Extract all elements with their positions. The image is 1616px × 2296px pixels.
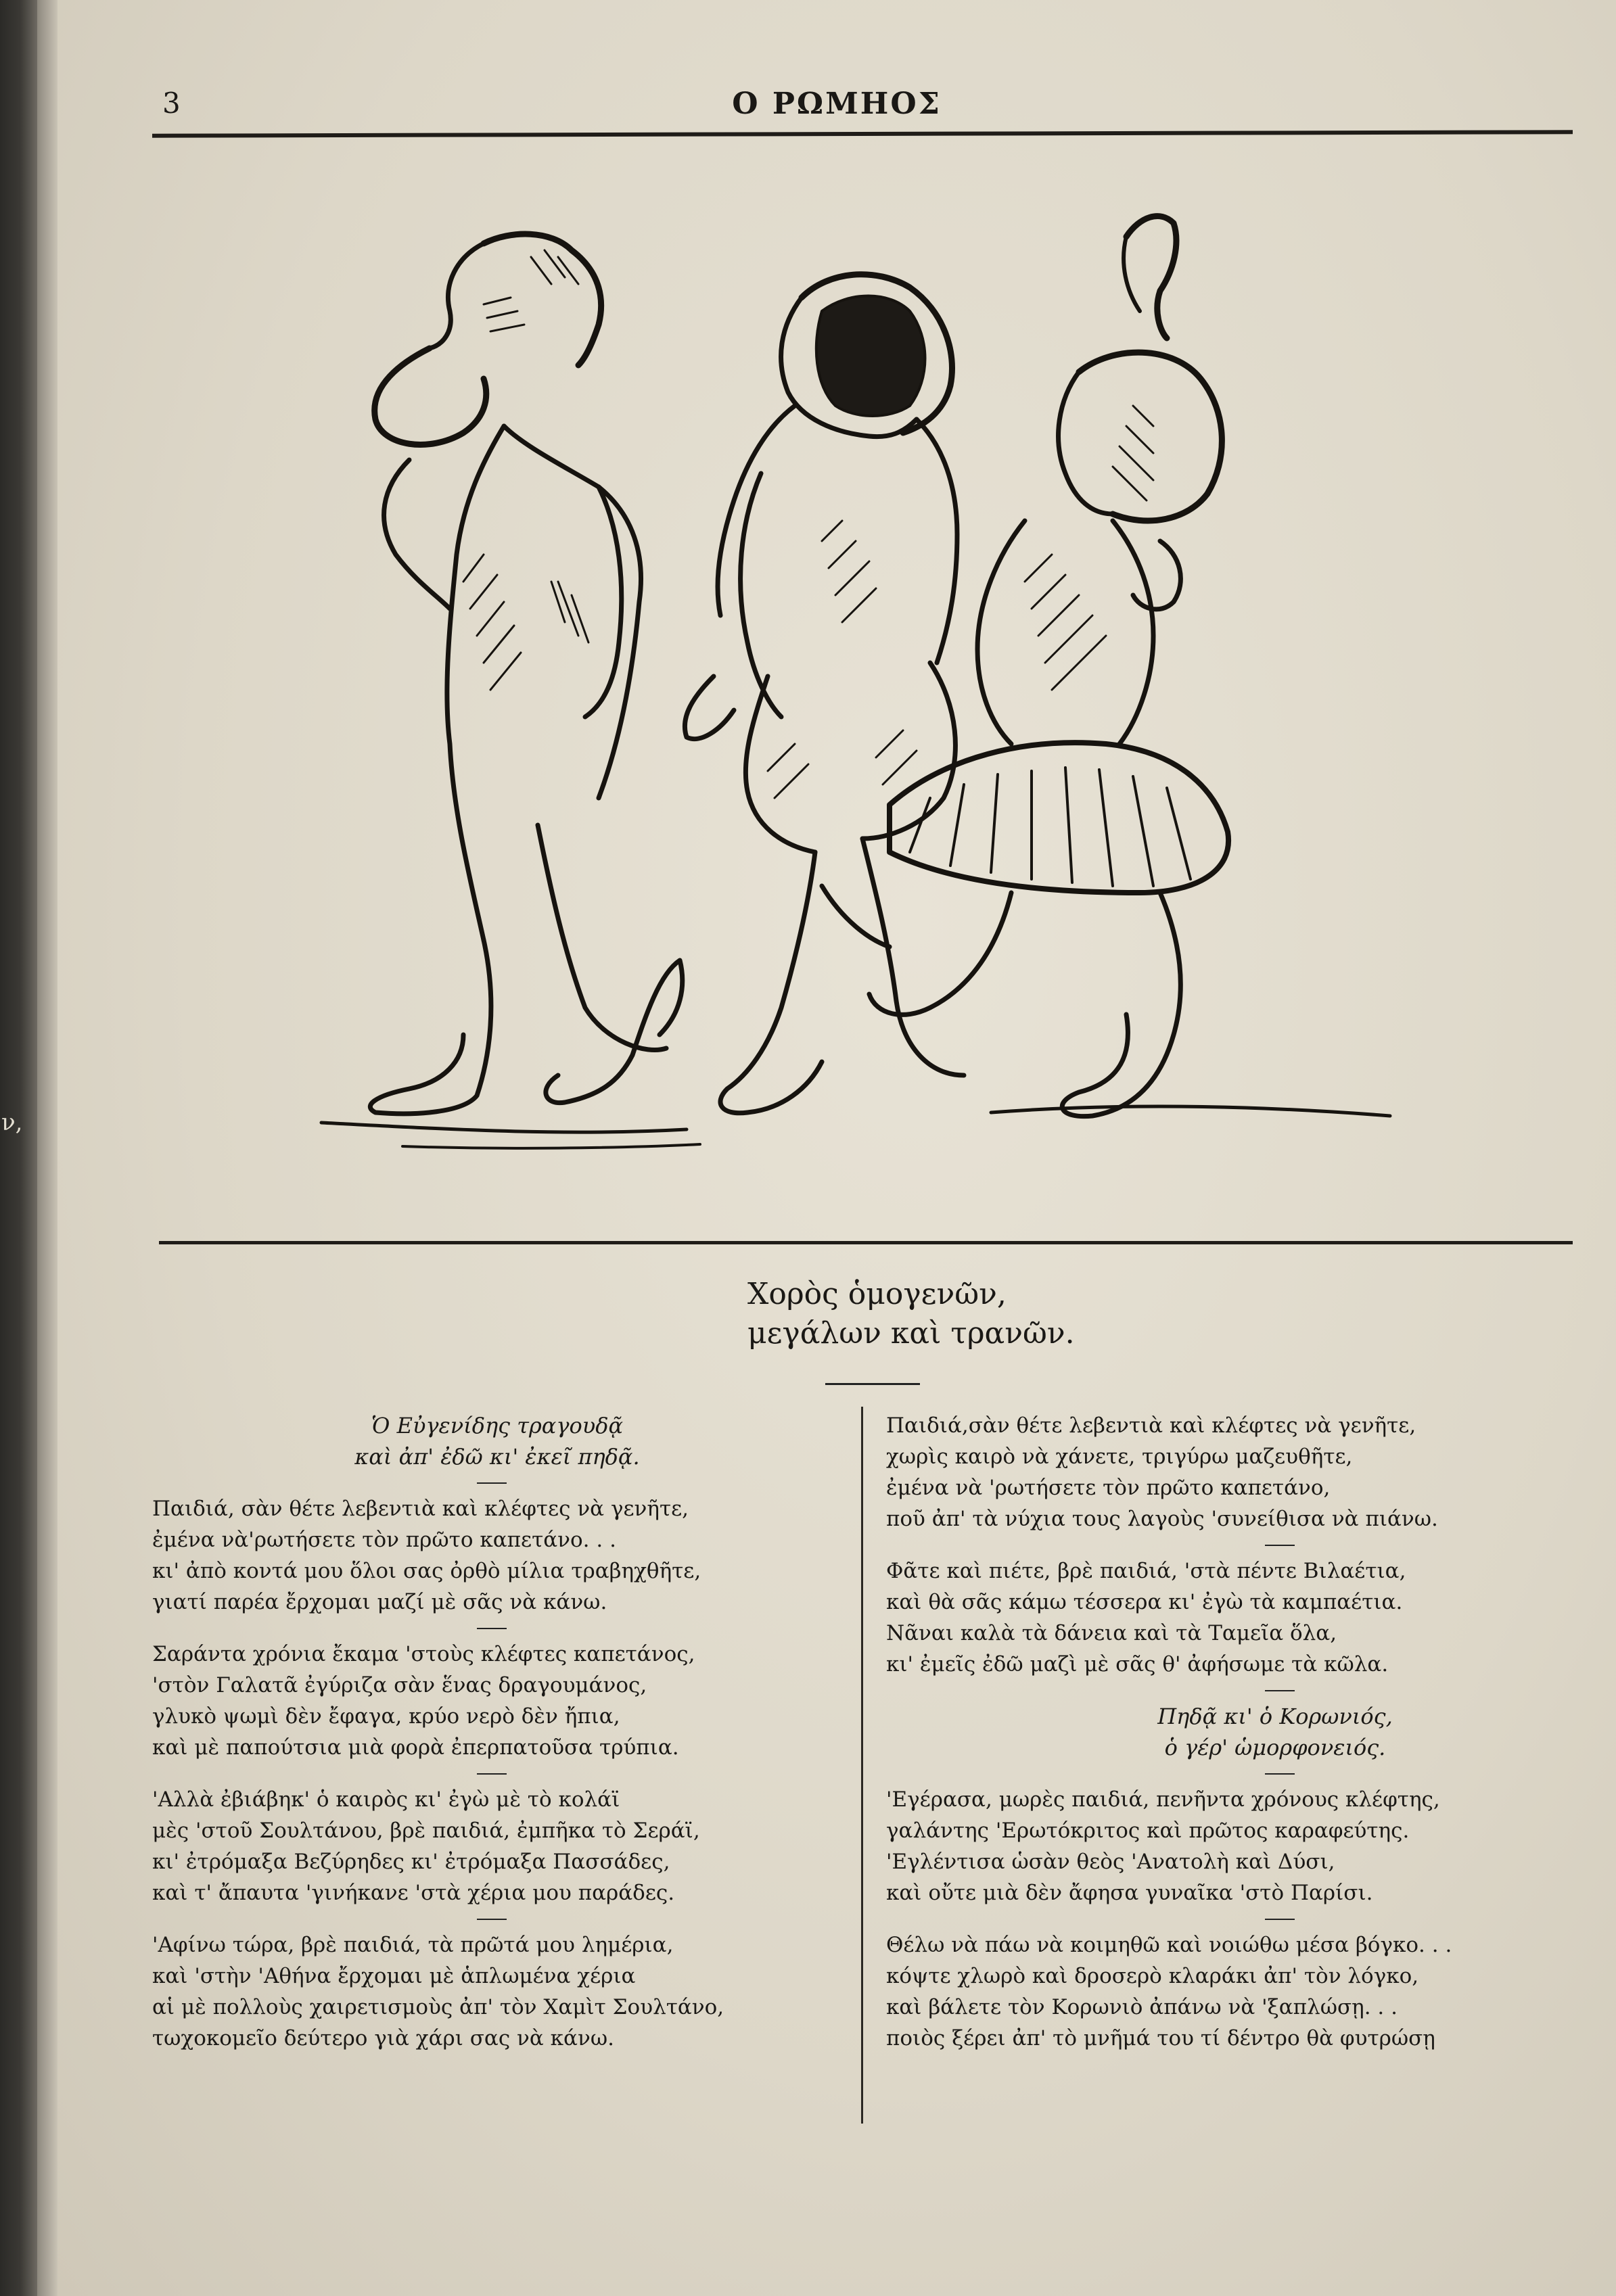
verse-line: Θέλω νὰ πάω νὰ κοιμηθῶ καὶ νοιώθω μέσα βόγκο. . . xyxy=(886,1933,1452,1957)
verse-line: κι' ἐμεῖς ἐδῶ μαζὶ μὲ σᾶς θ' ἀφήσωμε τὰ κῶλα. xyxy=(886,1652,1389,1677)
page-number: 3 xyxy=(162,87,181,120)
headline-rule xyxy=(825,1383,920,1385)
headline-line-1: Χορὸς ὁμογενῶν, xyxy=(747,1277,1007,1311)
header-rule xyxy=(152,130,1573,137)
verse-line: κόψτε χλωρὸ καὶ δροσερὸ κλαράκι ἀπ' τὸν λόγκο, xyxy=(886,1964,1419,1988)
stanza-separator xyxy=(1265,1690,1295,1691)
verse-line: ποῦ ἀπ' τὰ νύχια τους λαγοὺς 'συνείθισα νὰ πιάνω. xyxy=(886,1507,1438,1531)
epigraph-line: Ὁ Εὐγενίδης τραγουδᾷ xyxy=(371,1413,624,1438)
verse-line: Νᾶναι καλὰ τὰ δάνεια καὶ τὰ Ταμεῖα ὅλα, xyxy=(886,1621,1337,1645)
stanza xyxy=(886,1410,1583,1534)
verse-line: γιατί παρέα ἔρχομαι μαζί μὲ σᾶς νὰ κάνω. xyxy=(152,1590,607,1614)
stanza xyxy=(886,1555,1583,1680)
verse-line: καὶ μὲ παπούτσια μιὰ φορὰ ἐπερπατοῦσα τρύπια. xyxy=(152,1735,679,1760)
epigraph-line: καὶ ἀπ' ἐδῶ κι' ἐκεῖ πηδᾷ. xyxy=(354,1444,640,1470)
verse-line: κι' ἐτρόμαξα Βεζύρηδες κι' ἐτρόμαξα Πασσάδες, xyxy=(152,1850,670,1874)
verse-line: κι' ἀπὸ κοντά μου ὅλοι σας ὀρθὸ μίλια τραβηχθῆτε, xyxy=(152,1559,701,1583)
verse-line: γλυκὸ ψωμὶ δὲν ἔφαγα, κρύο νερὸ δὲν ἤπια, xyxy=(152,1704,620,1729)
stanza xyxy=(886,1929,1583,2054)
right-epigraph xyxy=(967,1701,1583,1763)
verse-line: γαλάντης 'Ερωτόκριτος καὶ πρῶτος καραφεύτης. xyxy=(886,1819,1410,1843)
verse-line: τωχοκομεῖο δεύτερο γιὰ χάρι σας νὰ κάνω. xyxy=(152,2026,614,2051)
epigraph-line: Πηδᾷ κι' ὁ Κορωνιός, xyxy=(1157,1704,1393,1729)
stanza xyxy=(152,1929,842,2054)
illustration-svg xyxy=(281,203,1431,1190)
verse-line: 'Εγλέντισα ὡσὰν θεὸς 'Ανατολὴ καὶ Δύσι, xyxy=(886,1850,1335,1874)
verse-line: Παιδιά, σὰν θέτε λεβεντιὰ καὶ κλέφτες νὰ γενῆτε, xyxy=(152,1497,689,1521)
stanza xyxy=(886,1784,1583,1908)
masthead-title: Ο ΡΩΜΗΟΣ xyxy=(732,87,942,121)
headline-line-2: μεγάλων καὶ τρανῶν. xyxy=(747,1316,1075,1351)
section-rule xyxy=(159,1241,1573,1244)
stanza-separator xyxy=(1265,1773,1295,1775)
verse-line: 'Αφίνω τώρα, βρὲ παιδιά, τὰ πρῶτά μου λημέρια, xyxy=(152,1933,674,1957)
left-epigraph xyxy=(152,1410,842,1472)
stanza xyxy=(152,1493,842,1618)
scan-binding-edge xyxy=(0,0,37,2296)
verse-line: μὲς 'στοῦ Σουλτάνου, βρὲ παιδιά, ἐμπῆκα τὸ Σεράϊ, xyxy=(152,1819,700,1843)
right-column xyxy=(886,1410,1583,2054)
left-column xyxy=(152,1410,842,2054)
stanza-separator xyxy=(477,1482,507,1484)
verse-line: Φᾶτε καὶ πιέτε, βρὲ παιδιά, 'στὰ πέντε Βιλαέτια, xyxy=(886,1559,1406,1583)
stanza xyxy=(152,1784,842,1908)
caricature-three-dancing-men-icon xyxy=(281,203,1431,1190)
page-gutter xyxy=(37,0,57,2296)
verse-line: χωρὶς καιρὸ νὰ χάνετε, τριγύρω μαζευθῆτε, xyxy=(886,1445,1353,1469)
newspaper-page xyxy=(57,0,1616,2296)
verse-line: καὶ βάλετε τὸν Κορωνιὸ ἀπάνω νὰ 'ξαπλώσῃ. . . xyxy=(886,1995,1398,2019)
verse-line: ἐμένα νὰ'ρωτήσετε τὸν πρῶτο καπετάνο. . . xyxy=(152,1528,616,1552)
verse-line: 'Αλλὰ ἐβιάβηκ' ὁ καιρὸς κι' ἐγὼ μὲ τὸ κολάϊ xyxy=(152,1787,620,1812)
epigraph-line: ὁ γέρ' ὡμορφονειός. xyxy=(1164,1735,1386,1760)
stanza-separator xyxy=(477,1628,507,1629)
verse-line: Σαράντα χρόνια ἔκαμα 'στοὺς κλέφτες καπετάνος, xyxy=(152,1642,695,1666)
verse-line: αἱ μὲ πολλοὺς χαιρετισμοὺς ἀπ' τὸν Χαμὶτ Σουλτάνο, xyxy=(152,1995,724,2019)
verse-line: καὶ 'στὴν 'Αθήνα ἔρχομαι μὲ ἁπλωμένα χέρια xyxy=(152,1964,636,1988)
verse-line: Παιδιά,σὰν θέτε λεβεντιὰ καὶ κλέφτες νὰ γενῆτε, xyxy=(886,1413,1416,1438)
verse-line: καὶ τ' ἄπαυτα 'γινήκανε 'στὰ χέρια μου παράδες. xyxy=(152,1881,675,1905)
stanza-separator xyxy=(1265,1919,1295,1920)
verse-line: 'Εγέρασα, μωρὲς παιδιά, πενῆντα χρόνους κλέφτης, xyxy=(886,1787,1440,1812)
verse-line: ἐμένα νὰ 'ρωτήσετε τὸν πρῶτο καπετάνο, xyxy=(886,1476,1331,1500)
margin-fragment: ν, xyxy=(1,1109,23,1136)
verse-line: καὶ θὰ σᾶς κάμω τέσσερα κι' ἐγὼ τὰ καμπαέτια. xyxy=(886,1590,1403,1614)
verse-line: ποιὸς ξέρει ἀπ' τὸ μνῆμά του τί δέντρο θὰ φυτρώσῃ xyxy=(886,2026,1435,2051)
stanza-separator xyxy=(477,1919,507,1920)
stanza-separator xyxy=(1265,1545,1295,1546)
verse-line: καὶ οὔτε μιὰ δὲν ἄφησα γυναῖκα 'στὸ Παρίσι. xyxy=(886,1881,1373,1905)
stanza xyxy=(152,1639,842,1763)
column-divider xyxy=(861,1407,863,2124)
article-headline xyxy=(747,1275,1075,1353)
verse-line: 'στὸν Γαλατᾶ ἐγύριζα σὰν ἕνας δραγουμάνος, xyxy=(152,1673,647,1697)
stanza-separator xyxy=(477,1773,507,1775)
